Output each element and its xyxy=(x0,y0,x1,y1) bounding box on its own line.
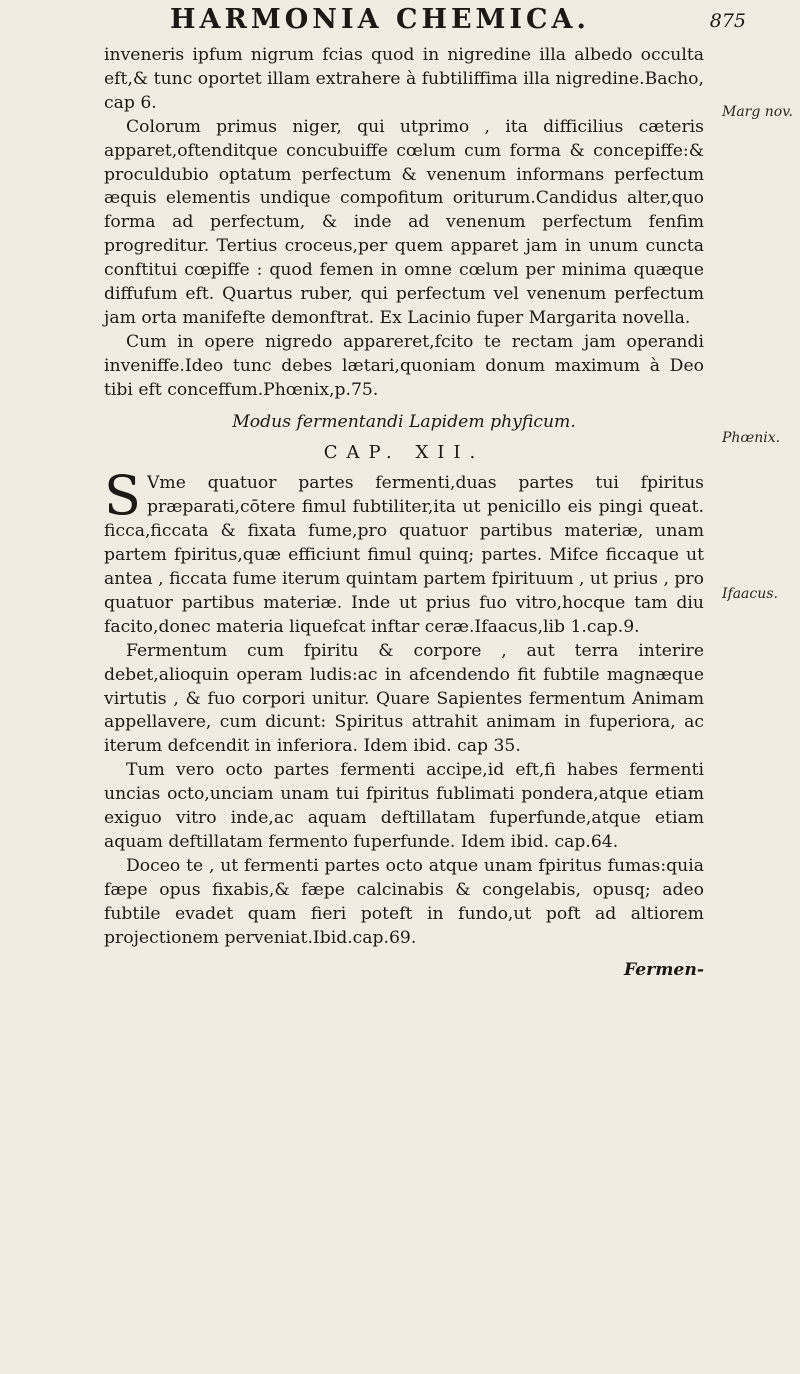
paragraph: inveneris ipfum nigrum fcias quod in nigredine illa albedo occulta eft,& tunc oportet illam extrahere à fubtiliffima illa nigredine.Bacho, cap 6. xyxy=(104,45,704,113)
paragraph-text: Vme quatuor partes fermenti,duas partes tui fpiritus præparati,cōtere fimul fubtiliter,ita ut penicillo eis pingi queat. ficca,ficcata & fixata fume,pro quatuor partibus materiæ, unam partem fpiritus,quæ efficiunt fimul quinq; partes. Mifce ficcaque ut antea , ficcata fume iterum quintam partem fpirituum , ut prius , pro quatuor partibus materiæ. Inde ut prius fuo vitro,hocque tam diu facito,donec materia liquefcat inftar ceræ.Ifaacus,lib 1.cap.9. xyxy=(104,473,704,637)
running-title: HARMONIA CHEMICA. xyxy=(170,4,590,35)
margin-note: Phœnix. xyxy=(722,430,781,446)
margin-note: Marg nov. xyxy=(722,104,793,120)
chapter-heading: Modus fermentandi Lapidem phyficum. xyxy=(232,411,576,432)
main-text xyxy=(104,44,704,982)
paragraph: Fermentum cum fpiritu & corpore , aut terra interire debet,alioquin operam ludis:ac in afcendendo fit fubtile magnæque virtutis , & fuo corpori unitur. Quare Sapientes fermentum Animam appellavere, cum dicunt: Spiritus attrahit animam in fuperiora, ac iterum defcendit in inferiora. Idem ibid. cap 35. xyxy=(104,640,704,757)
paragraph: Doceo te , ut fermenti partes octo atque unam fpiritus fumas:quia fæpe opus fixabis,& fæpe calcinabis & congelabis, opusq; adeo fubtile evadet quam fieri poteft in fundo,ut poft ad altiorem projectionem perveniat.Ibid.cap.69. xyxy=(104,855,704,948)
catchword: Fermen- xyxy=(623,959,704,980)
paragraph: Tum vero octo partes fermenti accipe,id eft,fi habes fermenti uncias octo,unciam unam tui fpiritus fublimati pondera,atque etiam exiguo vitro inde,ac aquam deftillatam fuperfunde,atque etiam aquam deftillatam fermento fuperfunde. Idem ibid. cap.64. xyxy=(104,760,704,852)
page-number: 875 xyxy=(709,10,746,32)
margin-note: Ifaacus. xyxy=(722,586,778,602)
paragraph-with-initial xyxy=(104,464,704,639)
paragraph: Cum in opere nigredo appareret,fcito te rectam jam operandi inveniffe.Ideo tunc debes lætari,quoniam donum maximum à Deo tibi eft conceffum.Phœnix,p.75. xyxy=(104,331,704,400)
drop-cap: S xyxy=(104,464,141,528)
paragraph: Colorum primus niger, qui utprimo , ita difficilius cæteris apparet,oftenditque concubuiffe cœlum cum forma & concepiffe:& proculdubio optatum perfectum & venenum informans perfectum æquis elementis undique compofitum oriturum.Candidus alter,quo forma ad perfectum, & inde ad venenum perfectum fenfim progreditur. Tertius croceus,per quem apparet jam in unum cuncta conftitui cœpiffe : quod femen in omne cœlum per minima quæque diffufum eft. Quartus ruber, qui perfectum vel venenum perfectum jam orta manifefte demonftrat. Ex Lacinio fuper Margarita novella. xyxy=(104,116,704,328)
chapter-number: CAP. XII. xyxy=(323,441,485,463)
page-header xyxy=(0,4,800,38)
